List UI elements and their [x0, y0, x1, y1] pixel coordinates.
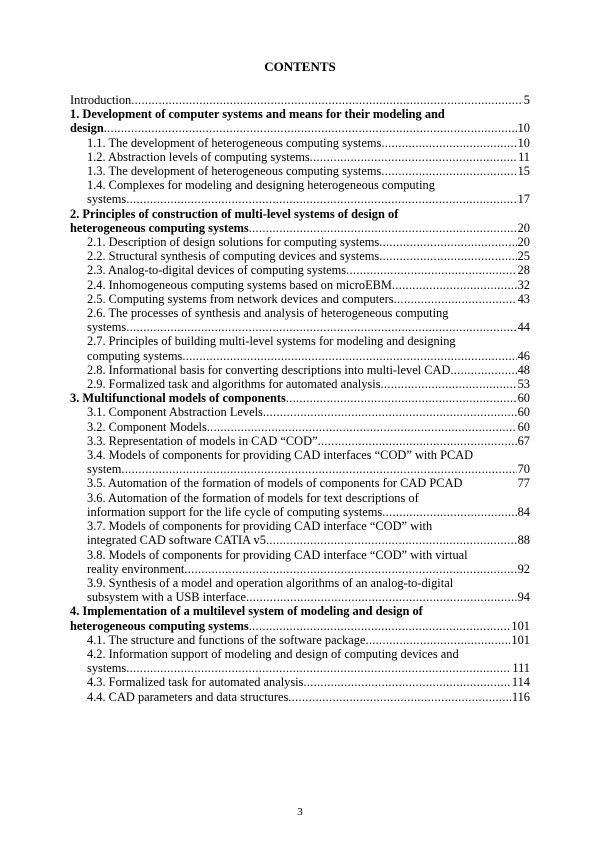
toc-entry[interactable]	[70, 292, 530, 306]
toc-entry-title: 4.4. CAD parameters and data structures	[87, 689, 289, 704]
dot-leader	[207, 420, 517, 434]
toc-entry-title-line: 1. Development of computer systems and means for their modeling and	[70, 107, 445, 122]
toc-page-number: 77	[517, 476, 530, 491]
toc-entry-title-line: 2. Principles of construction of multi-level systems of design of	[70, 206, 399, 221]
toc-page-number: 94	[517, 590, 530, 605]
toc-entry-title-line: 1.4. Complexes for modeling and designing heterogeneous computing	[87, 178, 435, 193]
dot-leader	[379, 235, 516, 249]
toc-page-number: 20	[517, 235, 530, 250]
toc-entry-title-line: 2.7. Principles of building multi-level systems for modeling and designing	[87, 334, 456, 349]
toc-entry[interactable]	[70, 178, 530, 206]
dot-leader	[394, 292, 517, 306]
toc-page-number: 67	[517, 433, 530, 448]
toc-entry-title: 3.1. Component Abstraction Levels	[87, 405, 263, 420]
toc-entry[interactable]	[70, 136, 530, 150]
toc-page-number: 92	[517, 561, 530, 576]
dot-leader	[131, 93, 523, 107]
toc-page-number: 5	[523, 93, 530, 107]
toc-entry[interactable]	[70, 434, 530, 448]
toc-entry[interactable]	[70, 377, 530, 391]
toc-entry[interactable]	[70, 448, 530, 476]
toc-entry[interactable]	[70, 633, 530, 647]
toc-page-number: 43	[517, 291, 530, 306]
toc-entry[interactable]	[70, 405, 530, 419]
toc-entry[interactable]	[70, 675, 530, 689]
dot-leader	[346, 263, 516, 277]
toc-entry-title-line: 3.7. Models of components for providing CAD interface “COD” with	[87, 519, 433, 534]
toc-page-number: 48	[517, 362, 530, 377]
toc-entry-title: 2.4. Inhomogeneous computing systems based on microEBM	[87, 277, 392, 292]
toc-entry-title: 1.2. Abstraction levels of computing systems	[87, 149, 310, 164]
toc-page-number: 116	[511, 689, 530, 704]
toc-entry[interactable]	[70, 420, 530, 434]
toc-page-number: 111	[512, 661, 530, 676]
dot-leader	[310, 150, 517, 164]
dot-leader	[381, 377, 517, 391]
dot-leader	[379, 249, 516, 263]
toc-page-number: 44	[517, 320, 530, 335]
toc-page-number: 60	[517, 405, 530, 420]
dot-leader	[303, 675, 510, 689]
toc-page-number: 10	[517, 121, 530, 136]
toc-entry-title: 1.3. The development of heterogeneous computing systems	[87, 164, 382, 179]
toc-entry-title: Introduction	[70, 93, 132, 107]
toc-entry-title: integrated CAD software CATIA v5	[87, 533, 266, 548]
toc-page-number: 101	[511, 632, 530, 647]
toc-entry[interactable]	[70, 107, 530, 135]
toc-page-number: 101	[511, 618, 530, 633]
toc-page-number: 28	[517, 263, 530, 278]
dot-leader	[121, 462, 516, 476]
toc-page-number: 114	[511, 675, 530, 690]
toc-entry-title: 2.9. Formalized task and algorithms for automated analysis	[87, 377, 381, 392]
toc-entry-title-line: 3.6. Automation of the formation of models for text descriptions of	[87, 490, 419, 505]
dot-leader	[182, 349, 516, 363]
toc-entry[interactable]	[70, 690, 530, 704]
toc-entry[interactable]	[70, 93, 530, 107]
toc-entry-title: 1.1. The development of heterogeneous computing systems	[87, 135, 382, 150]
toc-entry-title: systems	[87, 661, 127, 676]
toc-entry-title-line: 4. Implementation of a multilevel system of modeling and design of	[70, 604, 423, 619]
dot-leader	[249, 619, 511, 633]
toc-entry-title: reality environment	[87, 561, 185, 576]
dot-leader	[381, 164, 516, 178]
toc-entry-title: system	[87, 462, 122, 477]
dot-leader	[104, 121, 517, 135]
toc-page-number: 20	[517, 220, 530, 235]
toc-entry[interactable]	[70, 491, 530, 519]
toc-entry[interactable]	[70, 334, 530, 362]
toc-entry-title: 4.3. Formalized task for automated analysis	[87, 675, 304, 690]
toc-entry-title-line: 4.2. Information support of modeling and design of computing devices and	[87, 646, 459, 661]
toc-entry[interactable]	[70, 604, 530, 632]
toc-page-number: 46	[517, 348, 530, 363]
toc-entry-title: subsystem with a USB interface	[87, 590, 246, 605]
toc-entry-title: 3.5. Automation of the formation of models of components for CAD PCAD	[87, 476, 463, 491]
dot-leader	[126, 192, 516, 206]
dot-leader	[392, 278, 517, 292]
toc-page-number: 60	[517, 419, 530, 434]
page-title: CONTENTS	[264, 59, 336, 74]
toc-entry-title-line: 2.6. The processes of synthesis and analysis of heterogeneous computing	[87, 306, 449, 321]
dot-leader	[382, 505, 516, 519]
toc-entry[interactable]	[70, 235, 530, 249]
dot-leader	[286, 391, 517, 405]
toc-page-number: 32	[517, 277, 530, 292]
toc-entry[interactable]	[70, 249, 530, 263]
toc-page-number: 25	[517, 249, 530, 264]
toc-page-number: 17	[517, 192, 530, 207]
dot-leader	[288, 690, 511, 704]
toc-entry-title: systems	[87, 192, 127, 207]
page-number: 3	[297, 806, 303, 818]
toc-page-number: 88	[517, 533, 530, 548]
dot-leader	[126, 320, 516, 334]
toc-entry-title: computing systems	[87, 348, 183, 363]
toc-entry[interactable]	[70, 164, 530, 178]
toc-entry-title-line: 3.8. Models of components for providing CAD interface “COD” with virtual	[87, 547, 468, 562]
toc-entry[interactable]	[70, 391, 530, 405]
dot-leader	[450, 363, 516, 377]
toc-entry-title-line: 3.4. Models of components for providing CAD interfaces “COD” with PCAD	[87, 448, 474, 463]
toc-entry-title-line: 3.9. Synthesis of a model and operation algorithms of an analog-to-digital	[87, 575, 454, 590]
toc-entry-title: heterogeneous computing systems	[70, 220, 249, 235]
toc-entry-title: 3.2. Component Models	[87, 419, 207, 434]
toc-page-number: 15	[517, 164, 530, 179]
toc-page-number: 84	[517, 504, 530, 519]
dot-leader	[365, 633, 510, 647]
dot-leader	[263, 405, 517, 419]
toc-entry-title: heterogeneous computing systems	[70, 618, 249, 633]
toc-entry-title: 2.2. Structural synthesis of computing devices and systems	[87, 249, 380, 264]
toc-entry-title: systems	[87, 320, 127, 335]
toc-entry[interactable]	[70, 263, 530, 277]
toc-entry-title: 2.3. Analog-to-digital devices of computing systems	[87, 263, 347, 278]
toc-entry[interactable]	[70, 476, 530, 490]
toc-entry-title: 3. Multifunctional models of components	[70, 391, 286, 406]
toc-entry-title: 2.5. Computing systems from network devices and computers	[87, 291, 394, 306]
toc-entry[interactable]	[70, 647, 530, 675]
toc-page-number: 11	[518, 149, 530, 164]
toc-entry-title: information support for the life cycle of computing systems	[87, 504, 383, 519]
toc-page-number: 60	[517, 391, 530, 406]
toc-entry-title: 2.8. Informational basis for converting descriptions into multi-level CAD	[87, 362, 451, 377]
dot-leader	[381, 136, 516, 150]
toc-entry[interactable]	[70, 150, 530, 164]
toc-entry[interactable]	[70, 548, 530, 576]
dot-leader	[266, 533, 517, 547]
toc-entry[interactable]	[70, 519, 530, 547]
dot-leader	[249, 221, 517, 235]
toc-page-number: 53	[517, 377, 530, 392]
toc-entry-title: design	[70, 121, 104, 136]
toc-page-number: 10	[517, 135, 530, 150]
toc-entry[interactable]	[70, 363, 530, 377]
toc-entry[interactable]	[70, 278, 530, 292]
toc-page-number: 70	[517, 462, 530, 477]
toc-entry[interactable]	[70, 306, 530, 334]
toc-entry-title: 2.1. Description of design solutions for computing systems	[87, 235, 380, 250]
toc-entry[interactable]	[70, 207, 530, 235]
toc-entry[interactable]	[70, 576, 530, 604]
toc-entry-title: 3.3. Representation of models in CAD “COD”	[87, 433, 318, 448]
toc-entry-title: 4.1. The structure and functions of the software package	[87, 632, 366, 647]
table-of-contents	[70, 93, 530, 704]
dot-leader	[246, 590, 517, 604]
dot-leader	[184, 562, 516, 576]
dot-leader	[126, 661, 511, 675]
dot-leader	[318, 434, 517, 448]
